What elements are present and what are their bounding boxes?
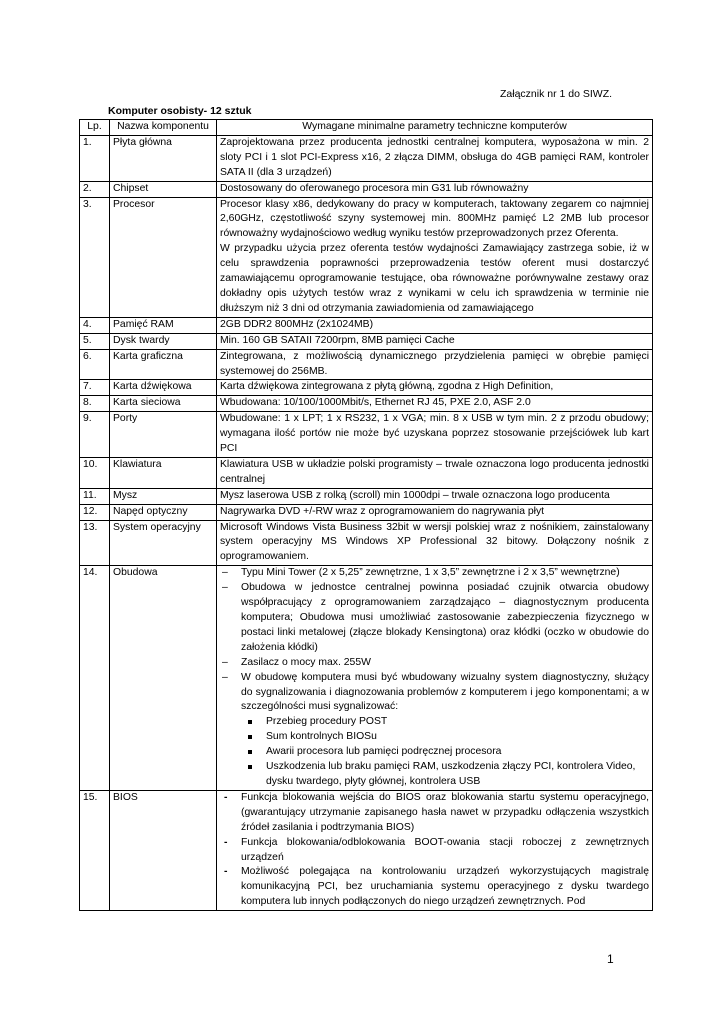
param-text: Wbudowana: 10/100/1000Mbit/s, Ethernet RJ 45, PXE 2.0, ASF 2.0 xyxy=(220,397,531,409)
list-item: - Funkcja blokowania wejścia do BIOS oraz blokowania startu systemu operacyjnego, (gwarantujący utrzymanie zapisanego hasła nawet w przypadku odłączenia wszystkich źródeł zasilania i podtrzymania BIOS) xyxy=(220,791,649,836)
component-params xyxy=(217,488,653,504)
param-text: Karta dźwiękowa zintegrowana z płytą główną, zgodna z High Definition, xyxy=(220,381,554,393)
component-name: Chipset xyxy=(110,181,217,197)
component-name: System operacyjny xyxy=(110,520,217,566)
component-name: Karta dźwiękowa xyxy=(110,380,217,396)
param-text: Mysz laserowa USB z rolką (scroll) min 1000dpi – trwale oznaczona logo producenta xyxy=(220,489,610,501)
table-row xyxy=(80,135,653,181)
table-row xyxy=(80,317,653,333)
row-number: 10. xyxy=(80,457,110,488)
component-params xyxy=(217,181,653,197)
header-component: Nazwa komponentu xyxy=(110,120,217,136)
header-lp: Lp. xyxy=(80,120,110,136)
component-params xyxy=(217,396,653,412)
component-params xyxy=(217,380,653,396)
param-text: 2GB DDR2 800MHz (2x1024MB) xyxy=(220,318,374,330)
list-item: - Możliwość polegająca na kontrolowaniu urządzeń wykorzystujących magistralę komunikacyjną PCI, bez uruchamiania systemu operacyjnego z dysku twardego komputera lub innych podłączonych do niego urządzeń zewnętrznych. Pod xyxy=(220,865,649,910)
list-item: – Zasilacz o mocy max. 255W xyxy=(220,656,649,671)
table-row xyxy=(80,380,653,396)
table-row xyxy=(80,520,653,566)
component-params xyxy=(217,504,653,520)
param-text: Min. 160 GB SATAII 7200rpm, 8MB pamięci Cache xyxy=(220,334,455,346)
row-number: 7. xyxy=(80,380,110,396)
param-text: Microsoft Windows Vista Business 32bit w wersji polskiej wraz z nośnikiem, zainstalowany system operacyjny MS Windows XP Professional 32 bitowy. Dołączony nośnik z oprogramowaniem. xyxy=(220,521,649,563)
list-item: – Obudowa w jednostce centralnej powinna posiadać czujnik otwarcia obudowy współpracujący z oprogramowaniem zarządzająco – diagnostycznym producenta komputera; Obudowa musi umożliwiać zastosowanie zabezpieczenia fizycznego w postaci linki metalowej (złącze blokady Kensingtona) oraz kłódki (oczko w obudowie do założenia kłódki) xyxy=(220,581,649,656)
component-name: Porty xyxy=(110,412,217,458)
list-item xyxy=(220,671,649,790)
table-row xyxy=(80,412,653,458)
row-number: 12. xyxy=(80,504,110,520)
row-number: 2. xyxy=(80,181,110,197)
housing-list xyxy=(220,566,649,790)
table-row xyxy=(80,197,653,317)
component-params xyxy=(217,520,653,566)
list-item: – Typu Mini Tower (2 x 5,25” zewnętrzne, 1 x 3,5” zewnętrzne i 2 x 3,5” wewnętrzne) xyxy=(220,566,649,581)
attachment-note: Załącznik nr 1 do SIWZ. xyxy=(500,88,613,100)
component-name: Obudowa xyxy=(110,566,217,791)
param-text: W przypadku użycia przez oferenta testów wydajności Zamawiający zastrzega sobie, iż w celu sprawdzenia poprawności przeprowadzenia testów oferent musi dostarczyć zamawiającemu oprogramowanie testujące, oba równoważne porównywalne zestawy oraz dokładny opis użytych testów wraz z wynikami w celu ich sprawdzenia w terminie nie dłuższym niż 3 dni od otrzymania zawiadomienia od zamawiającego xyxy=(220,243,649,314)
table-body xyxy=(80,135,653,910)
component-params xyxy=(217,349,653,380)
param-text: Procesor klasy x86, dedykowany do pracy w komputerach, taktowany zegarem co najmniej 2,60GHz, częstotliwość szyny systemowej min. 800MHz pamięć L2 2MB lub procesor równoważny wydajnościowo według wyniku testów przeprowadzonych przez Oferenta. xyxy=(220,198,649,240)
row-number: 8. xyxy=(80,396,110,412)
param-text: Dostosowany do oferowanego procesora min G31 lub równoważny xyxy=(220,182,529,194)
bios-list xyxy=(220,791,649,910)
component-params xyxy=(217,457,653,488)
header-params: Wymagane minimalne parametry techniczne komputerów xyxy=(217,120,653,136)
component-params xyxy=(217,566,653,791)
component-name: Procesor xyxy=(110,197,217,317)
component-name: Pamięć RAM xyxy=(110,317,217,333)
row-number: 9. xyxy=(80,412,110,458)
list-item: - Funkcja blokowania/odblokowania BOOT-owania stacji roboczej z zewnętrznych urządzeń xyxy=(220,836,649,866)
table-row xyxy=(80,457,653,488)
row-number: 13. xyxy=(80,520,110,566)
row-number: 3. xyxy=(80,197,110,317)
sub-list-item: Awarii procesora lub pamięci podręcznej procesora xyxy=(241,745,649,760)
component-name: Płyta główna xyxy=(110,135,217,181)
row-number: 1. xyxy=(80,135,110,181)
page-number: 1 xyxy=(607,952,614,966)
param-text: Zintegrowana, z możliwością dynamicznego przydzielenia pamięci w obrębie pamięci systemowej do 256MB. xyxy=(220,350,649,377)
component-params xyxy=(217,333,653,349)
component-name: Klawiatura xyxy=(110,457,217,488)
sub-list-item: Uszkodzenia lub braku pamięci RAM, uszkodzenia złączy PCI, kontrolera Video, dysku twardego, płyty głównej, kontrolera USB xyxy=(241,760,649,790)
sub-list-item: Sum kontrolnych BIOSu xyxy=(241,730,649,745)
row-number: 5. xyxy=(80,333,110,349)
component-params xyxy=(217,135,653,181)
component-params xyxy=(217,317,653,333)
param-text: Zaprojektowana przez producenta jednostki centralnej komputera, wyposażona w min. 2 sloty PCI i 1 slot PCI-Express x16, 2 złącza DIMM, obsługa do 4GB pamięci RAM, kontroler SATA II (dla 3 urządzeń) xyxy=(220,136,649,178)
sub-list-item: Przebieg procedury POST xyxy=(241,715,649,730)
diagnostics-list xyxy=(241,715,649,790)
row-number: 4. xyxy=(80,317,110,333)
table-row xyxy=(80,790,653,910)
component-params xyxy=(217,412,653,458)
table-row xyxy=(80,488,653,504)
table-header-row xyxy=(80,120,653,136)
component-name: Karta sieciowa xyxy=(110,396,217,412)
component-name: BIOS xyxy=(110,790,217,910)
table-row xyxy=(80,349,653,380)
row-number: 15. xyxy=(80,790,110,910)
spec-table xyxy=(79,119,653,911)
table-row xyxy=(80,333,653,349)
component-name: Napęd optyczny xyxy=(110,504,217,520)
document-title: Komputer osobisty- 12 sztuk xyxy=(108,105,252,117)
component-name: Karta graficzna xyxy=(110,349,217,380)
table-row xyxy=(80,504,653,520)
row-number: 6. xyxy=(80,349,110,380)
param-text: Wbudowane: 1 x LPT; 1 x RS232, 1 x VGA; min. 8 x USB w tym min. 2 z przodu obudowy; wymagana ilość portów nie może być uzyskana poprzez stosowanie przejściówek lub kart PCI xyxy=(220,413,649,455)
row-number: 14. xyxy=(80,566,110,791)
list-item-text: W obudowę komputera musi być wbudowany wizualny system diagnostyczny, służący do sygnalizowania i diagnozowania problemów z komputerem i jego komponentami; a w szczególności musi sygnalizować: xyxy=(241,671,649,713)
component-name: Dysk twardy xyxy=(110,333,217,349)
component-params xyxy=(217,197,653,317)
table-row xyxy=(80,181,653,197)
param-text: Klawiatura USB w układzie polski programisty – trwale oznaczona logo producenta jednostki centralnej xyxy=(220,458,649,485)
param-text: Nagrywarka DVD +/-RW wraz z oprogramowaniem do nagrywania płyt xyxy=(220,505,545,517)
component-name: Mysz xyxy=(110,488,217,504)
component-params xyxy=(217,790,653,910)
table-row xyxy=(80,396,653,412)
table-row xyxy=(80,566,653,791)
row-number: 11. xyxy=(80,488,110,504)
